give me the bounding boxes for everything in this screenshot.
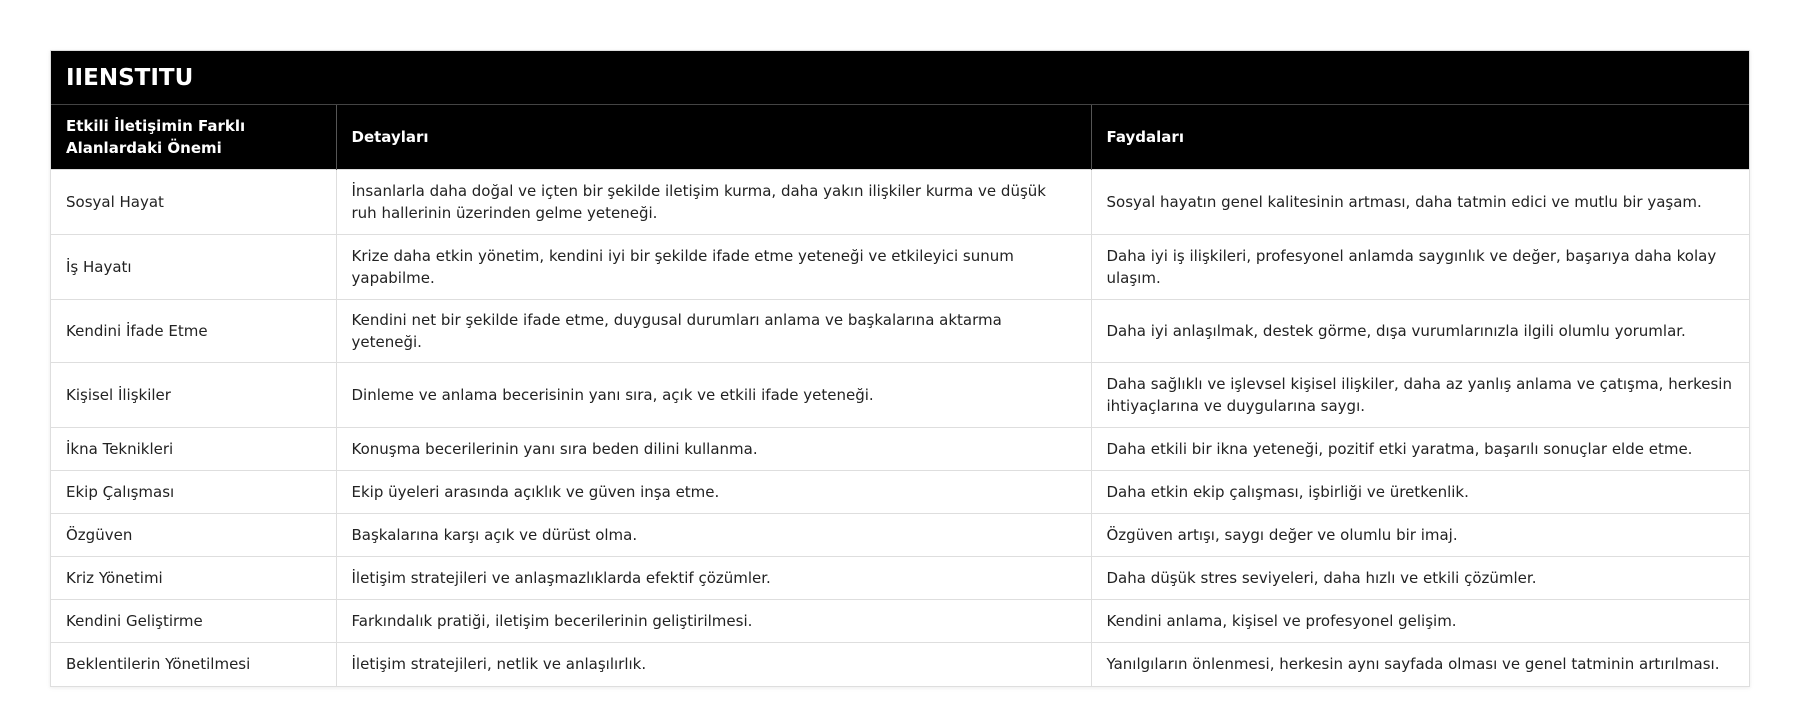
cell-area: Beklentilerin Yönetilmesi bbox=[51, 643, 336, 686]
table-row bbox=[51, 300, 1749, 363]
cell-area: Kriz Yönetimi bbox=[51, 557, 336, 600]
cell-area: Sosyal Hayat bbox=[51, 170, 336, 235]
cell-details: Başkalarına karşı açık ve dürüst olma. bbox=[336, 514, 1091, 557]
cell-details: Ekip üyeleri arasında açıklık ve güven inşa etme. bbox=[336, 471, 1091, 514]
cell-benefits: Yanılgıların önlenmesi, herkesin aynı sayfada olması ve genel tatminin artırılması. bbox=[1091, 643, 1749, 686]
cell-details: Kendini net bir şekilde ifade etme, duygusal durumları anlama ve başkalarına aktarma yeteneği. bbox=[336, 300, 1091, 363]
cell-benefits: Daha sağlıklı ve işlevsel kişisel ilişkiler, daha az yanlış anlama ve çatışma, herkesin ihtiyaçlarına ve duygularına saygı. bbox=[1091, 363, 1749, 428]
cell-area: İş Hayatı bbox=[51, 235, 336, 300]
communication-table bbox=[51, 105, 1749, 686]
cell-benefits: Daha iyi iş ilişkileri, profesyonel anlamda saygınlık ve değer, başarıya daha kolay ulaşım. bbox=[1091, 235, 1749, 300]
cell-area: Kendini İfade Etme bbox=[51, 300, 336, 363]
table-row bbox=[51, 514, 1749, 557]
cell-area: Kişisel İlişkiler bbox=[51, 363, 336, 428]
header-details: Detayları bbox=[336, 105, 1091, 170]
brand-title: IIENSTITU bbox=[51, 51, 1749, 105]
cell-area: Özgüven bbox=[51, 514, 336, 557]
cell-area: İkna Teknikleri bbox=[51, 428, 336, 471]
info-table-card bbox=[50, 50, 1750, 687]
cell-benefits: Sosyal hayatın genel kalitesinin artması, daha tatmin edici ve mutlu bir yaşam. bbox=[1091, 170, 1749, 235]
cell-details: İletişim stratejileri, netlik ve anlaşılırlık. bbox=[336, 643, 1091, 686]
cell-benefits: Özgüven artışı, saygı değer ve olumlu bir imaj. bbox=[1091, 514, 1749, 557]
header-area: Etkili İletişimin Farklı Alanlardaki Önemi bbox=[51, 105, 336, 170]
cell-details: Konuşma becerilerinin yanı sıra beden dilini kullanma. bbox=[336, 428, 1091, 471]
table-row bbox=[51, 235, 1749, 300]
table-row bbox=[51, 170, 1749, 235]
cell-benefits: Kendini anlama, kişisel ve profesyonel gelişim. bbox=[1091, 600, 1749, 643]
cell-benefits: Daha iyi anlaşılmak, destek görme, dışa vurumlarınızla ilgili olumlu yorumlar. bbox=[1091, 300, 1749, 363]
cell-benefits: Daha etkin ekip çalışması, işbirliği ve üretkenlik. bbox=[1091, 471, 1749, 514]
cell-details: Krize daha etkin yönetim, kendini iyi bir şekilde ifade etme yeteneği ve etkileyici sunum yapabilme. bbox=[336, 235, 1091, 300]
table-row bbox=[51, 600, 1749, 643]
cell-details: İletişim stratejileri ve anlaşmazlıklarda efektif çözümler. bbox=[336, 557, 1091, 600]
cell-area: Ekip Çalışması bbox=[51, 471, 336, 514]
cell-details: İnsanlarla daha doğal ve içten bir şekilde iletişim kurma, daha yakın ilişkiler kurma ve düşük ruh hallerinin üzerinden gelme yeteneği. bbox=[336, 170, 1091, 235]
header-benefits: Faydaları bbox=[1091, 105, 1749, 170]
cell-area: Kendini Geliştirme bbox=[51, 600, 336, 643]
table-row bbox=[51, 557, 1749, 600]
table-row bbox=[51, 363, 1749, 428]
cell-details: Dinleme ve anlama becerisinin yanı sıra, açık ve etkili ifade yeteneği. bbox=[336, 363, 1091, 428]
cell-benefits: Daha etkili bir ikna yeteneği, pozitif etki yaratma, başarılı sonuçlar elde etme. bbox=[1091, 428, 1749, 471]
table-row bbox=[51, 471, 1749, 514]
cell-details: Farkındalık pratiği, iletişim becerilerinin geliştirilmesi. bbox=[336, 600, 1091, 643]
table-row bbox=[51, 643, 1749, 686]
cell-benefits: Daha düşük stres seviyeleri, daha hızlı ve etkili çözümler. bbox=[1091, 557, 1749, 600]
table-row bbox=[51, 428, 1749, 471]
table-header-row bbox=[51, 105, 1749, 170]
